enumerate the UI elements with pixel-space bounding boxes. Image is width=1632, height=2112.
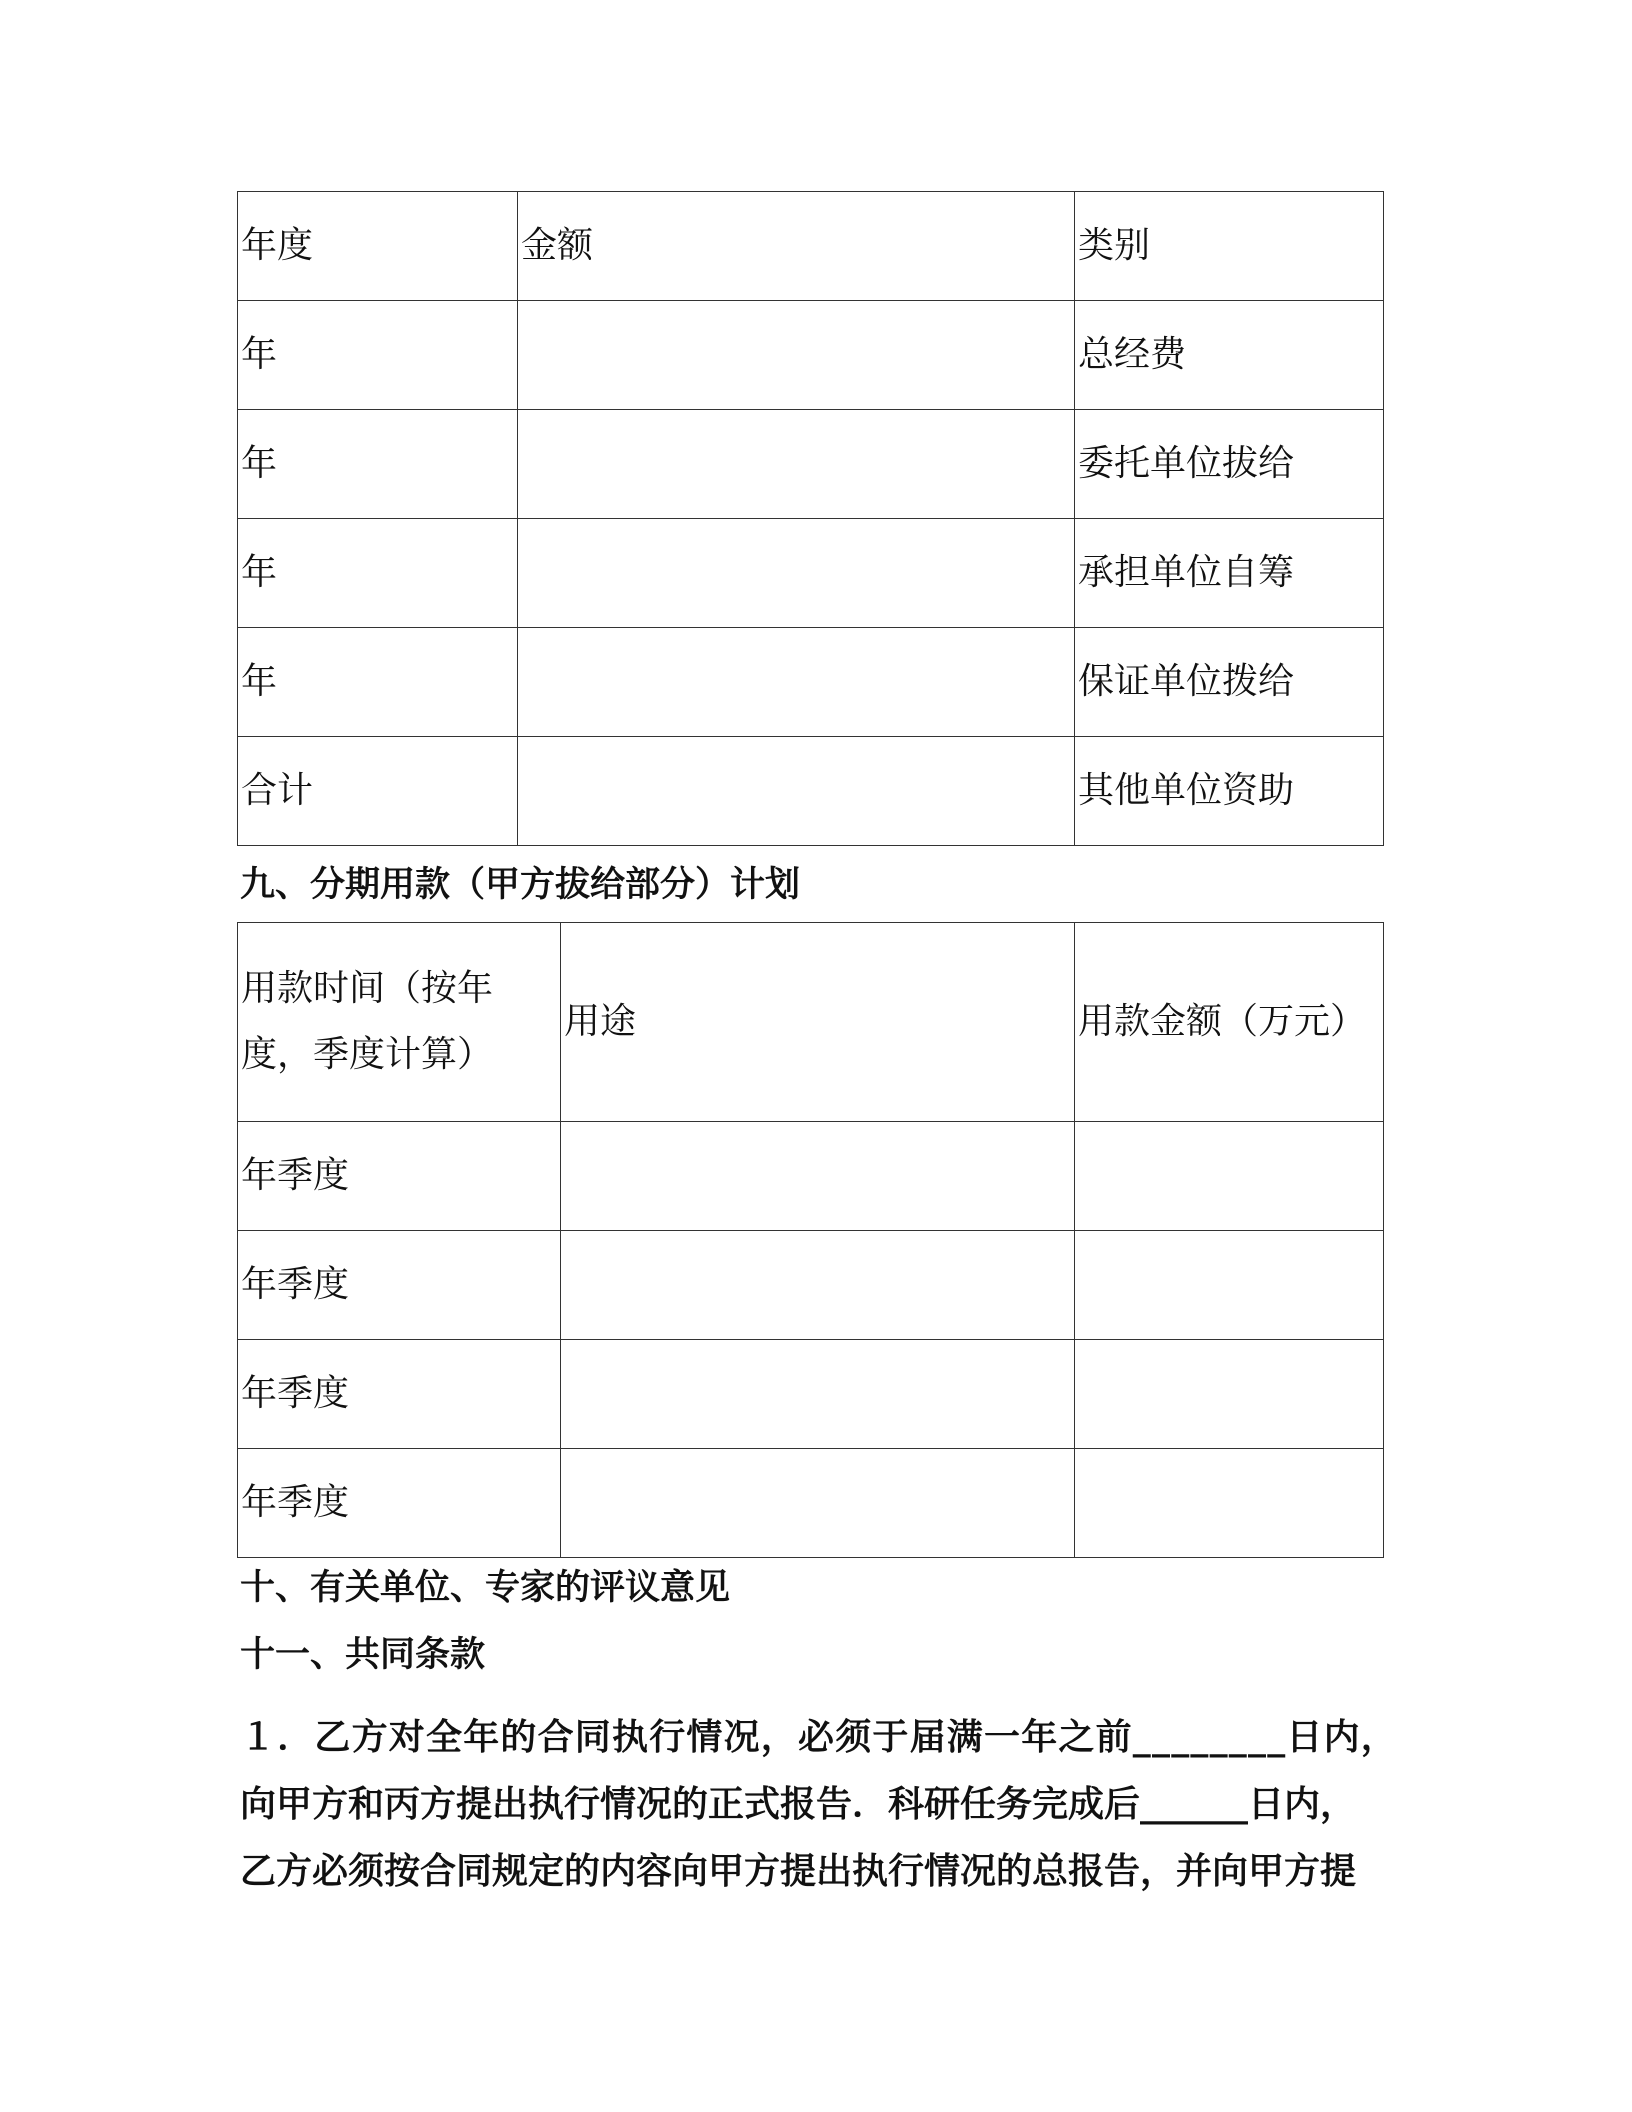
- cell-category: 其他单位资助: [1075, 737, 1384, 846]
- table-row: [238, 410, 1384, 519]
- cell-amount: [518, 737, 1075, 846]
- header-payment-time: 用款时间（按年度，季度计算）: [238, 923, 561, 1122]
- cell-amount: [1075, 1122, 1384, 1231]
- cell-purpose: [561, 1122, 1075, 1231]
- table-row: [238, 737, 1384, 846]
- table-row: [238, 1449, 1384, 1558]
- installment-table: [237, 922, 1384, 1558]
- budget-table: [237, 191, 1384, 846]
- cell-amount: [518, 519, 1075, 628]
- cell-category: 委托单位拔给: [1075, 410, 1384, 519]
- cell-time: 年季度: [238, 1449, 561, 1558]
- header-year: 年度: [238, 192, 518, 301]
- cell-category: 保证单位拨给: [1075, 628, 1384, 737]
- cell-purpose: [561, 1449, 1075, 1558]
- cell-amount: [1075, 1231, 1384, 1340]
- cell-purpose: [561, 1231, 1075, 1340]
- header-category: 类别: [1075, 192, 1384, 301]
- cell-year: 合计: [238, 737, 518, 846]
- cell-amount: [1075, 1449, 1384, 1558]
- table-header-row: [238, 192, 1384, 301]
- cell-time: 年季度: [238, 1122, 561, 1231]
- cell-time: 年季度: [238, 1231, 561, 1340]
- header-payment-amount: 用款金额（万元）: [1075, 923, 1384, 1122]
- section-9-heading: 九、分期用款（甲方拔给部分）计划: [240, 865, 801, 905]
- cell-year: 年: [238, 628, 518, 737]
- common-terms-paragraph: [240, 1704, 1399, 1905]
- table-row: [238, 628, 1384, 737]
- table-row: [238, 1122, 1384, 1231]
- header-purpose: 用途: [561, 923, 1075, 1122]
- cell-year: 年: [238, 410, 518, 519]
- cell-amount: [518, 301, 1075, 410]
- section-11-heading: 十一、共同条款: [240, 1635, 486, 1675]
- table-row: [238, 1231, 1384, 1340]
- cell-category: 总经费: [1075, 301, 1384, 410]
- cell-year: 年: [238, 301, 518, 410]
- paragraph-line: 向甲方和丙方提出执行情况的正式报告．科研任务完成后______日内，: [240, 1784, 1357, 1825]
- table-row: [238, 1340, 1384, 1449]
- cell-amount: [518, 410, 1075, 519]
- paragraph-line: 乙方必须按合同规定的内容向甲方提出执行情况的总报告，并向甲方提: [240, 1851, 1357, 1892]
- table-header-row: [238, 923, 1384, 1122]
- section-10-heading: 十、有关单位、专家的评议意见: [240, 1568, 731, 1608]
- cell-amount: [518, 628, 1075, 737]
- cell-time: 年季度: [238, 1340, 561, 1449]
- cell-category: 承担单位自筹: [1075, 519, 1384, 628]
- cell-year: 年: [238, 519, 518, 628]
- table-row: [238, 519, 1384, 628]
- header-amount: 金额: [518, 192, 1075, 301]
- cell-purpose: [561, 1340, 1075, 1449]
- table-row: [238, 301, 1384, 410]
- paragraph-line: １．乙方对全年的合同执行情况，必须于届满一年之前________日内，: [240, 1717, 1399, 1758]
- cell-amount: [1075, 1340, 1384, 1449]
